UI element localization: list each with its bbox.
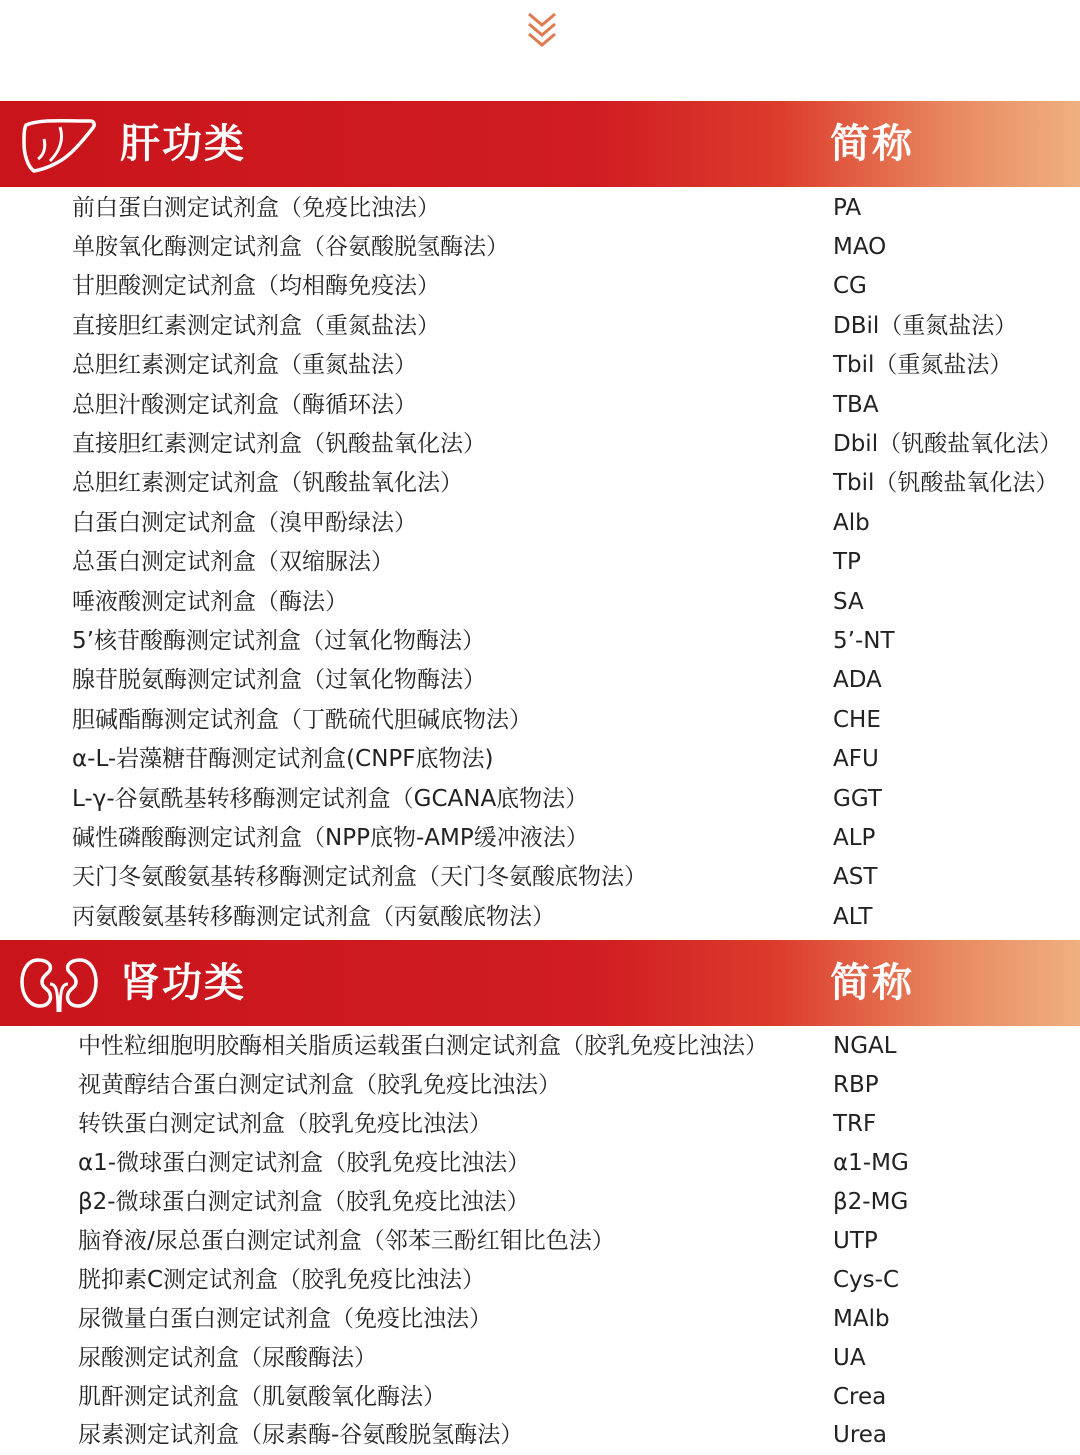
product-abbreviation: Dbil（钒酸盐氧化法） [833, 431, 1063, 458]
section-header-liver [0, 101, 1080, 187]
product-abbreviation: Crea [833, 1383, 887, 1410]
list-item [0, 858, 1080, 897]
product-abbreviation: NGAL [833, 1033, 897, 1060]
product-abbreviation: ALT [833, 903, 873, 930]
product-name: L-γ-谷氨酰基转移酶测定试剂盒（GCANA底物法） [72, 785, 589, 812]
product-name: 碱性磷酸酶测定试剂盒（NPP底物-AMP缓冲液法） [72, 825, 589, 852]
list-item [0, 1260, 1080, 1299]
product-abbreviation: TBA [833, 391, 879, 418]
product-name: 胱抑素C测定试剂盒（胶乳免疫比浊法） [78, 1266, 486, 1293]
list-item [0, 1144, 1080, 1183]
product-name: 甘胆酸测定试剂盒（均相酶免疫法） [72, 273, 440, 300]
list-item [0, 385, 1080, 424]
product-abbreviation: Alb [833, 509, 870, 536]
list-item [0, 621, 1080, 660]
list-item [0, 779, 1080, 818]
product-abbreviation: AFU [833, 746, 879, 773]
list-item [0, 818, 1080, 857]
product-name: 总胆汁酸测定试剂盒（酶循环法） [72, 391, 417, 418]
product-abbreviation: CHE [833, 706, 881, 733]
product-abbreviation: ALP [833, 825, 876, 852]
product-abbreviation: UA [833, 1344, 866, 1371]
product-abbreviation: AST [833, 864, 878, 891]
product-abbreviation: SA [833, 588, 864, 615]
list-item [0, 1299, 1080, 1338]
product-abbreviation: MAlb [833, 1305, 890, 1332]
liver-icon [20, 115, 98, 175]
product-name: 尿微量白蛋白测定试剂盒（免疫比浊法） [78, 1305, 492, 1332]
product-abbreviation: RBP [833, 1072, 879, 1099]
product-name: 脑脊液/尿总蛋白测定试剂盒（邻苯三酚红钼比色法） [78, 1227, 615, 1254]
product-abbreviation: β2-MG [833, 1189, 909, 1216]
product-abbreviation: MAO [833, 234, 887, 261]
product-name: 唾液酸测定试剂盒（酶法） [72, 588, 348, 615]
section-header-kidney [0, 940, 1080, 1026]
list-item [0, 424, 1080, 463]
product-name: 前白蛋白测定试剂盒（免疫比浊法） [72, 194, 440, 221]
product-name: 转铁蛋白测定试剂盒（胶乳免疫比浊法） [78, 1111, 492, 1138]
list-item [0, 227, 1080, 266]
product-name: 天门冬氨酸氨基转移酶测定试剂盒（天门冬氨酸底物法） [72, 864, 647, 891]
product-abbreviation: ADA [833, 667, 882, 694]
product-abbreviation: Cys-C [833, 1266, 900, 1293]
list-item [0, 1183, 1080, 1222]
product-name: 腺苷脱氨酶测定试剂盒（过氧化物酶法） [72, 667, 486, 694]
product-name: α-L-岩藻糖苷酶测定试剂盒(CNPF底物法) [72, 746, 494, 773]
list-item [0, 897, 1080, 936]
list-item [0, 700, 1080, 739]
product-name: 总胆红素测定试剂盒（钒酸盐氧化法） [72, 470, 463, 497]
product-abbreviation: Tbil（钒酸盐氧化法） [833, 470, 1059, 497]
product-abbreviation: UTP [833, 1227, 878, 1254]
product-name: 5’核苷酸酶测定试剂盒（过氧化物酶法） [72, 628, 485, 655]
product-abbreviation: Urea [833, 1422, 888, 1449]
list-item [0, 1027, 1080, 1066]
product-name: 总蛋白测定试剂盒（双缩脲法） [72, 549, 394, 576]
kidney-icon [20, 954, 98, 1014]
product-name: 肌酐测定试剂盒（肌氨酸氧化酶法） [78, 1383, 446, 1410]
product-abbreviation: PA [833, 194, 862, 221]
product-name: 总胆红素测定试剂盒（重氮盐法） [72, 352, 417, 379]
product-abbreviation: α1-MG [833, 1150, 909, 1177]
product-abbreviation: CG [833, 273, 867, 300]
product-name: 直接胆红素测定试剂盒（重氮盐法） [72, 312, 440, 339]
list-item [0, 1105, 1080, 1144]
product-name: 白蛋白测定试剂盒（溴甲酚绿法） [72, 509, 417, 536]
product-abbreviation: 5’-NT [833, 628, 895, 655]
chevron-down-icon [525, 10, 559, 50]
abbreviation-column-header: 简称 [830, 121, 914, 167]
product-name: β2-微球蛋白测定试剂盒（胶乳免疫比浊法） [78, 1189, 530, 1216]
list-item [0, 1222, 1080, 1261]
list-item [0, 464, 1080, 503]
product-abbreviation: DBil（重氮盐法） [833, 312, 1018, 339]
product-name: 丙氨酸氨基转移酶测定试剂盒（丙氨酸底物法） [72, 903, 555, 930]
list-item [0, 503, 1080, 542]
list-item [0, 267, 1080, 306]
section-title: 肝功类 [120, 121, 246, 167]
product-abbreviation: Tbil（重氮盐法） [833, 352, 1013, 379]
list-item [0, 1377, 1080, 1416]
product-name: 视黄醇结合蛋白测定试剂盒（胶乳免疫比浊法） [78, 1072, 561, 1099]
product-abbreviation: TRF [833, 1111, 877, 1138]
product-abbreviation: GGT [833, 785, 882, 812]
list-item [0, 188, 1080, 227]
abbreviation-column-header: 简称 [830, 960, 914, 1006]
list-item [0, 1416, 1080, 1455]
list-item [0, 306, 1080, 345]
product-name: 尿酸测定试剂盒（尿酸酶法） [78, 1344, 377, 1371]
product-name: 单胺氧化酶测定试剂盒（谷氨酸脱氢酶法） [72, 234, 509, 261]
list-item [0, 661, 1080, 700]
product-name: 胆碱酯酶测定试剂盒（丁酰硫代胆碱底物法） [72, 706, 532, 733]
section-title: 肾功类 [120, 960, 246, 1006]
list-item [0, 1338, 1080, 1377]
product-name: α1-微球蛋白测定试剂盒（胶乳免疫比浊法） [78, 1150, 531, 1177]
product-name: 中性粒细胞明胶酶相关脂质运载蛋白测定试剂盒（胶乳免疫比浊法） [78, 1033, 768, 1060]
list-item [0, 346, 1080, 385]
product-name: 尿素测定试剂盒（尿素酶-谷氨酸脱氢酶法） [78, 1422, 524, 1449]
list-item [0, 582, 1080, 621]
list-item [0, 740, 1080, 779]
product-name: 直接胆红素测定试剂盒（钒酸盐氧化法） [72, 431, 486, 458]
list-item [0, 543, 1080, 582]
list-item [0, 1066, 1080, 1105]
product-abbreviation: TP [833, 549, 861, 576]
